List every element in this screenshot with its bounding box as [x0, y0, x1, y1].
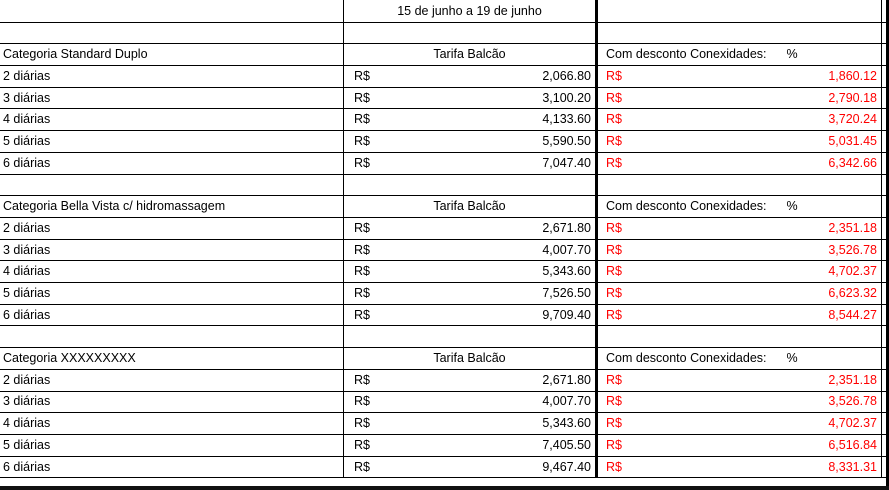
- tarifa-value: 2,671.80: [542, 372, 591, 387]
- desconto-value: 2,790.18: [828, 90, 877, 105]
- nights-label: 2 diárias: [3, 372, 51, 387]
- desconto-header: Com desconto Conexidades:: [606, 199, 767, 214]
- tarifa-header-cell[interactable]: [343, 43, 598, 65]
- tarifa-cell[interactable]: [343, 260, 598, 282]
- nights-cell[interactable]: [0, 239, 343, 261]
- tarifa-header: Tarifa Balcão: [433, 351, 506, 366]
- desconto-cell[interactable]: [598, 412, 882, 434]
- tarifa-value: 2,671.80: [542, 220, 591, 235]
- desconto-cell[interactable]: [598, 217, 882, 239]
- percent-header: %: [786, 199, 798, 214]
- desconto-cell[interactable]: [598, 87, 882, 109]
- nights-cell[interactable]: [0, 65, 343, 87]
- nights-label: 5 diárias: [3, 437, 51, 452]
- table-row: [0, 217, 889, 240]
- desconto-cell[interactable]: [598, 434, 882, 456]
- desconto-value: 3,720.24: [828, 112, 877, 127]
- tarifa-cell[interactable]: [343, 87, 598, 109]
- nights-cell[interactable]: [0, 152, 343, 174]
- category-name: Categoria Bella Vista c/ hidromassagem: [3, 199, 226, 214]
- period-row: [0, 0, 889, 23]
- tarifa-cell[interactable]: [343, 304, 598, 326]
- tarifa-value: 4,133.60: [542, 112, 591, 127]
- currency-symbol: R$: [354, 394, 370, 409]
- currency-symbol: R$: [606, 112, 622, 127]
- tarifa-value: 2,066.80: [542, 68, 591, 83]
- empty-cell[interactable]: [343, 22, 598, 44]
- desconto-header-cell[interactable]: [598, 195, 882, 217]
- currency-symbol: R$: [354, 112, 370, 127]
- currency-symbol: R$: [354, 90, 370, 105]
- bottom-border: [0, 486, 889, 490]
- tarifa-cell[interactable]: [343, 152, 598, 174]
- table-row: [0, 87, 889, 110]
- spacer-row: [0, 326, 889, 349]
- table-row: [0, 130, 889, 153]
- nights-cell[interactable]: [0, 434, 343, 456]
- category-name-cell[interactable]: [0, 347, 343, 369]
- tarifa-cell[interactable]: [343, 391, 598, 413]
- tarifa-cell[interactable]: [343, 239, 598, 261]
- tarifa-value: 9,709.40: [542, 307, 591, 322]
- nights-label: 3 diárias: [3, 394, 51, 409]
- table-row: [0, 434, 889, 457]
- currency-symbol: R$: [354, 285, 370, 300]
- currency-symbol: R$: [354, 155, 370, 170]
- tarifa-value: 4,007.70: [542, 394, 591, 409]
- currency-symbol: R$: [606, 459, 622, 474]
- nights-label: 5 diárias: [3, 134, 51, 149]
- tarifa-cell[interactable]: [343, 109, 598, 131]
- nights-label: 3 diárias: [3, 90, 51, 105]
- period-cell[interactable]: [343, 0, 598, 22]
- desconto-cell[interactable]: [598, 65, 882, 87]
- tarifa-value: 7,526.50: [542, 285, 591, 300]
- nights-label: 2 diárias: [3, 68, 51, 83]
- tarifa-cell[interactable]: [343, 412, 598, 434]
- tarifa-value: 4,007.70: [542, 242, 591, 257]
- desconto-value: 6,516.84: [828, 437, 877, 452]
- period-label: 15 de junho a 19 de junho: [397, 3, 542, 18]
- nights-label: 6 diárias: [3, 307, 51, 322]
- desconto-value: 3,526.78: [828, 242, 877, 257]
- desconto-cell[interactable]: [598, 456, 882, 478]
- nights-cell[interactable]: [0, 282, 343, 304]
- currency-symbol: R$: [606, 394, 622, 409]
- desconto-value: 1,860.12: [828, 68, 877, 83]
- nights-cell[interactable]: [0, 260, 343, 282]
- nights-cell[interactable]: [0, 412, 343, 434]
- currency-symbol: R$: [354, 242, 370, 257]
- desconto-value: 4,702.37: [828, 264, 877, 279]
- empty-cell[interactable]: [0, 22, 343, 44]
- desconto-value: 4,702.37: [828, 416, 877, 431]
- desconto-cell[interactable]: [598, 282, 882, 304]
- currency-symbol: R$: [606, 90, 622, 105]
- currency-symbol: R$: [606, 264, 622, 279]
- tarifa-header: Tarifa Balcão: [433, 199, 506, 214]
- currency-symbol: R$: [606, 285, 622, 300]
- currency-symbol: R$: [354, 372, 370, 387]
- table-row: [0, 282, 889, 305]
- currency-symbol: R$: [606, 437, 622, 452]
- currency-symbol: R$: [354, 459, 370, 474]
- tarifa-cell[interactable]: [343, 130, 598, 152]
- currency-symbol: R$: [606, 134, 622, 149]
- nights-label: 5 diárias: [3, 285, 51, 300]
- desconto-value: 2,351.18: [828, 372, 877, 387]
- empty-cell[interactable]: [598, 326, 882, 348]
- table-row: [0, 412, 889, 435]
- desconto-header: Com desconto Conexidades:: [606, 47, 767, 62]
- tarifa-value: 7,047.40: [542, 155, 591, 170]
- desconto-cell[interactable]: [598, 304, 882, 326]
- table-row: [0, 391, 889, 414]
- table-row: [0, 456, 889, 479]
- nights-cell[interactable]: [0, 130, 343, 152]
- nights-cell[interactable]: [0, 391, 343, 413]
- currency-symbol: R$: [354, 437, 370, 452]
- tarifa-cell[interactable]: [343, 65, 598, 87]
- empty-cell[interactable]: [343, 326, 598, 348]
- nights-cell[interactable]: [0, 304, 343, 326]
- empty-cell[interactable]: [343, 174, 598, 196]
- desconto-value: 2,351.18: [828, 220, 877, 235]
- desconto-header-cell[interactable]: [598, 347, 882, 369]
- desconto-cell[interactable]: [598, 391, 882, 413]
- table-row: [0, 304, 889, 327]
- empty-cell[interactable]: [0, 326, 343, 348]
- empty-cell[interactable]: [0, 174, 343, 196]
- tarifa-value: 3,100.20: [542, 90, 591, 105]
- nights-label: 2 diárias: [3, 220, 51, 235]
- currency-symbol: R$: [354, 416, 370, 431]
- category-header-row: [0, 347, 889, 370]
- tarifa-cell[interactable]: [343, 282, 598, 304]
- desconto-cell[interactable]: [598, 152, 882, 174]
- empty-cell[interactable]: [598, 174, 882, 196]
- desconto-value: 8,331.31: [828, 459, 877, 474]
- tarifa-value: 5,343.60: [542, 264, 591, 279]
- table-row: [0, 369, 889, 392]
- currency-symbol: R$: [606, 220, 622, 235]
- currency-symbol: R$: [354, 307, 370, 322]
- desconto-cell[interactable]: [598, 109, 882, 131]
- tarifa-value: 9,467.40: [542, 459, 591, 474]
- nights-cell[interactable]: [0, 109, 343, 131]
- category-name-cell[interactable]: [0, 43, 343, 65]
- tarifa-value: 5,343.60: [542, 416, 591, 431]
- spacer-row: [0, 22, 889, 45]
- desconto-cell[interactable]: [598, 239, 882, 261]
- nights-cell[interactable]: [0, 369, 343, 391]
- desconto-value: 6,623.32: [828, 285, 877, 300]
- nights-label: 6 diárias: [3, 155, 51, 170]
- tarifa-header-cell[interactable]: [343, 347, 598, 369]
- percent-header: %: [786, 47, 798, 62]
- tarifa-cell[interactable]: [343, 217, 598, 239]
- desconto-value: 5,031.45: [828, 134, 877, 149]
- nights-cell[interactable]: [0, 87, 343, 109]
- desconto-cell[interactable]: [598, 260, 882, 282]
- table-row: [0, 239, 889, 262]
- tarifa-cell[interactable]: [343, 369, 598, 391]
- tarifa-value: 7,405.50: [542, 437, 591, 452]
- currency-symbol: R$: [354, 68, 370, 83]
- category-name: Categoria XXXXXXXXX: [3, 351, 136, 366]
- currency-symbol: R$: [606, 242, 622, 257]
- desconto-header: Com desconto Conexidades:: [606, 351, 767, 366]
- table-row: [0, 152, 889, 175]
- tarifa-value: 5,590.50: [542, 134, 591, 149]
- currency-symbol: R$: [606, 416, 622, 431]
- table-row: [0, 65, 889, 88]
- currency-symbol: R$: [606, 307, 622, 322]
- spacer-row: [0, 174, 889, 197]
- desconto-value: 3,526.78: [828, 394, 877, 409]
- currency-symbol: R$: [606, 372, 622, 387]
- tarifa-header: Tarifa Balcão: [433, 47, 506, 62]
- table-row: [0, 260, 889, 283]
- empty-cell[interactable]: [598, 0, 882, 22]
- currency-symbol: R$: [354, 134, 370, 149]
- tarifa-header-cell[interactable]: [343, 195, 598, 217]
- nights-label: 4 diárias: [3, 416, 51, 431]
- desconto-header-cell[interactable]: [598, 43, 882, 65]
- nights-cell[interactable]: [0, 217, 343, 239]
- currency-symbol: R$: [606, 155, 622, 170]
- nights-label: 3 diárias: [3, 242, 51, 257]
- empty-cell[interactable]: [598, 22, 882, 44]
- tarifa-cell[interactable]: [343, 434, 598, 456]
- desconto-value: 8,544.27: [828, 307, 877, 322]
- currency-symbol: R$: [354, 220, 370, 235]
- desconto-value: 6,342.66: [828, 155, 877, 170]
- empty-cell[interactable]: [0, 0, 343, 22]
- nights-label: 6 diárias: [3, 459, 51, 474]
- tarifa-cell[interactable]: [343, 456, 598, 478]
- currency-symbol: R$: [354, 264, 370, 279]
- nights-label: 4 diárias: [3, 264, 51, 279]
- table-row: [0, 109, 889, 132]
- category-name: Categoria Standard Duplo: [3, 47, 148, 62]
- category-header-row: [0, 195, 889, 218]
- category-header-row: [0, 43, 889, 66]
- nights-label: 4 diárias: [3, 112, 51, 127]
- desconto-cell[interactable]: [598, 130, 882, 152]
- percent-header: %: [786, 351, 798, 366]
- currency-symbol: R$: [606, 68, 622, 83]
- nights-cell[interactable]: [0, 456, 343, 478]
- category-name-cell[interactable]: [0, 195, 343, 217]
- desconto-cell[interactable]: [598, 369, 882, 391]
